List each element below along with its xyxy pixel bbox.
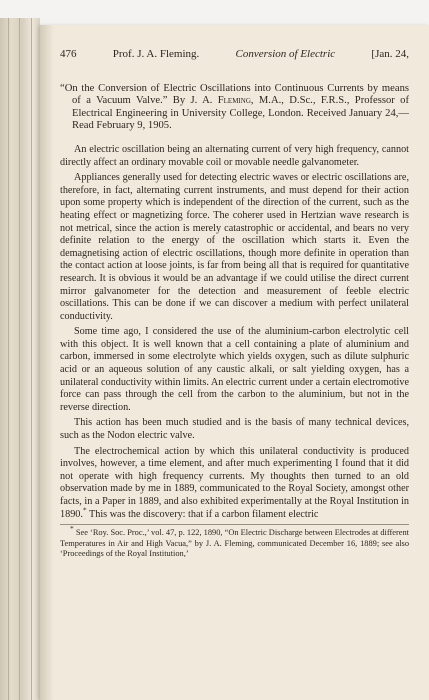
running-head xyxy=(60,48,409,61)
page-edge-line xyxy=(19,18,20,700)
footnote-mark: * xyxy=(70,524,74,534)
page-edge-line xyxy=(8,18,9,700)
paragraph: This action has been much studied and is the basis of many technical devices, such as the Nodon electric valve. xyxy=(60,417,409,442)
article-title-tail: , M.A., D.Sc., F.R.S., Professor of Electrical Engineering in University College, London. Received January 24,—Read February 9, 1905. xyxy=(72,95,410,132)
paragraph: Appliances generally used for detecting electric waves or electric oscillations are, therefore, in fact, alternating current instruments, and must depend for their action upon some property which is independent of the direction of the current, such as the heating effect or magnetizing force. The coherer used in Hertzian wave research is not metrical, since the action is merely catastrophic or accidental, and bears no very definite relation to the energy of the oscillation which starts it. Even the demagnetising action of electric oscillations, though more definite in operation than the contact action at loose joints, is far from being all that is required for quantitative research. It is obvious it would be an advantage if we could utilise the direct current mirror galvanometer for the detection and measurement of feeble electric oscillations. This can be done if we can discover a medium with perfect unilateral conductivity. xyxy=(60,172,409,322)
running-date: [Jan. 24, xyxy=(371,48,409,60)
page-content xyxy=(60,48,409,559)
paragraph-text: The electrochemical action by which this unilateral conductivity is produced involves, however, a time element, and after much experimenting I found that it did not operate with high frequency currents. My thoughts then turned to an old observation made by me in 1889, communicated to the Royal Society, amongst other facts, in a Paper in 1889, and also exhibited experimentally at the Royal Institution in 1890. xyxy=(60,445,409,520)
gutter-shadow xyxy=(40,25,54,700)
page-number: 476 xyxy=(60,48,77,60)
paragraph: Some time ago, I considered the use of the aluminium-carbon electrolytic cell with this object. It is well known that a cell containing a plate of aluminium and carbon, immersed in some electrolyte which yields oxygen, such as dilute sulphuric acid or an aqueous solution of any caustic alkali, or salt yielding oxygen, has a unilateral conductivity within limits. An electric current under a certain electromotive force can pass through the cell from the carbon to the aluminium, but not in the reverse direction. xyxy=(60,326,409,413)
footnote-mark: * xyxy=(82,505,87,515)
article-title xyxy=(60,83,409,133)
paragraph xyxy=(60,446,409,522)
footnote-text: See ‘Roy. Soc. Proc.,’ vol. 47, p. 122, 1890, “On Electric Discharge between Electrodes at different Temperatures in Air and High Vacua,” by J. A. Fleming, communicated December 16, 1889; see also ‘Proceedings of the Royal Institution,’ xyxy=(60,528,409,558)
running-author: Prof. J. A. Fleming. xyxy=(112,48,200,60)
paragraph-tail: This was the discovery: that if a carbon filament electric xyxy=(86,508,319,520)
running-title: Conversion of Electric xyxy=(235,48,336,60)
footnote xyxy=(60,524,409,559)
article-author: Fleming xyxy=(217,95,251,107)
book-page-edges xyxy=(0,18,40,700)
article-title-text: “On the Conversion of Electric Oscillations into Continuous Currents by means of a Vacuum Valve.” By J. A. xyxy=(60,82,409,107)
page-edge-line xyxy=(31,18,32,700)
paragraph: An electric oscillation being an alternating current of very high frequency, cannot directly affect an ordinary movable coil or movable needle galvanometer. xyxy=(60,143,409,168)
